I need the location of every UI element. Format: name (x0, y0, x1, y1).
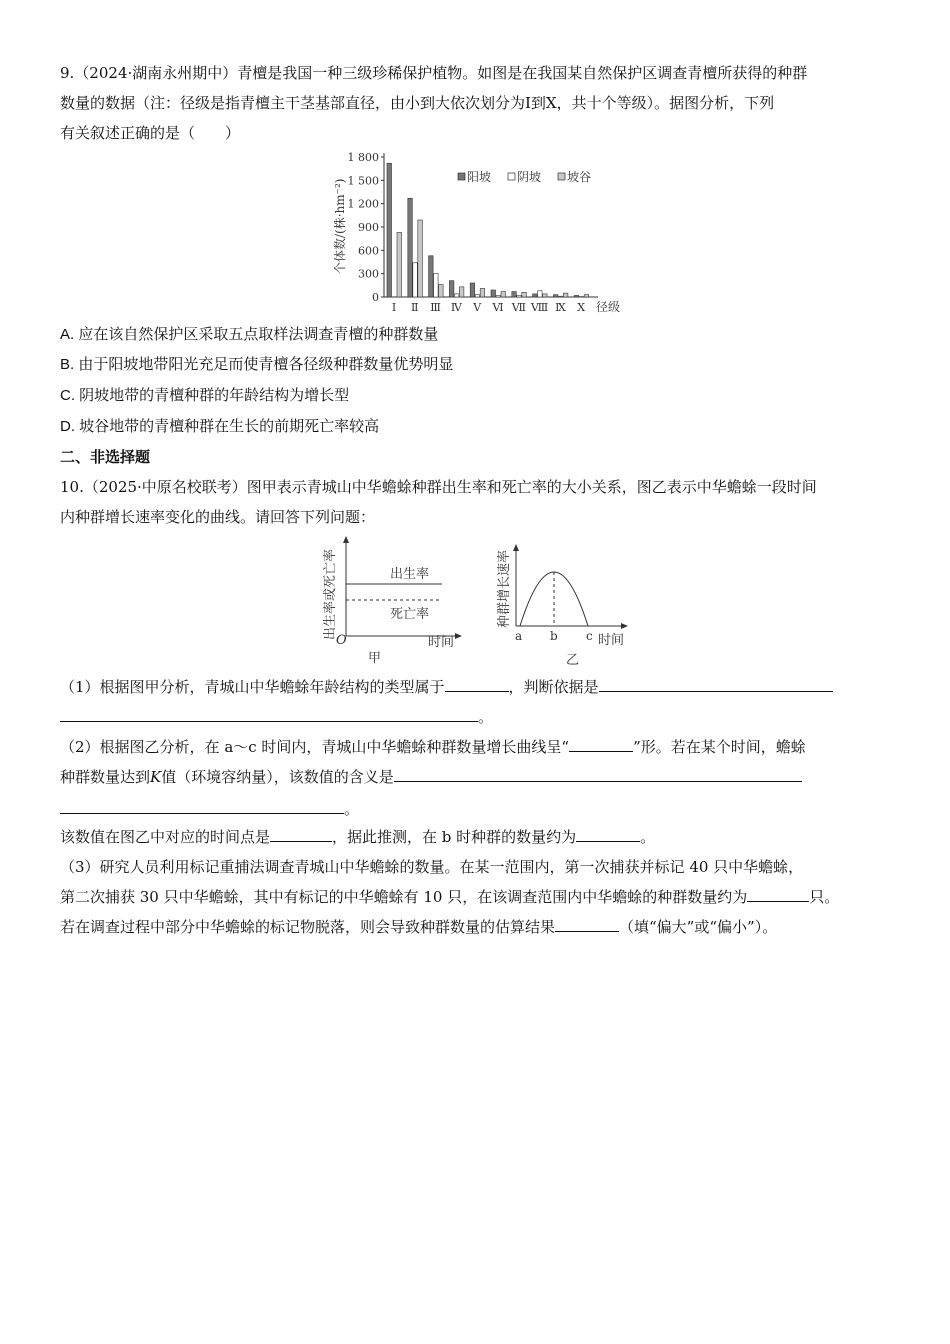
bar (418, 220, 423, 297)
q10-part3-line2 (60, 886, 839, 908)
q10-part3-line1: （3）研究人员利用标记重捕法调查青城山中华蟾蜍的数量。在某一范围内，第一次捕获并标记 40 只中华蟾蜍， (60, 858, 804, 876)
answer-blank-population[interactable] (747, 886, 809, 902)
bar (439, 285, 444, 297)
y-tick-label: 1 500 (347, 174, 379, 188)
answer-blank-time-point[interactable] (270, 826, 332, 842)
bar (387, 163, 392, 297)
x-tick-label: Ⅵ (492, 301, 504, 314)
q10-stem-line1: 10.（2025·中原名校联考）图甲表示青城山中华蟾蜍种群出生率和死亡率的大小关系，图乙表示中华蟾蜍一段时间 (60, 478, 817, 496)
y-axis-label: 个体数/(株·hm⁻²) (333, 178, 347, 274)
bar (538, 291, 543, 297)
q10-part3-cend: （填“偏大”或“偏小”）。 (619, 918, 778, 936)
bar (408, 198, 413, 297)
legend-swatch (508, 173, 515, 180)
jia-y-label: 出生率或死亡率 (323, 548, 338, 640)
bar (574, 295, 579, 297)
y-tick-label: 1 200 (347, 197, 379, 211)
bar (397, 232, 402, 297)
answer-blank-age-structure[interactable] (445, 676, 509, 692)
yi-x-label: 时间 (598, 633, 625, 648)
bar (480, 288, 485, 297)
q10-part2-text-b: ”形。若在某个时间，蟾蜍 (633, 738, 806, 756)
answer-blank-estimate-bias[interactable] (555, 916, 619, 932)
q10-part2-fend: 。 (640, 828, 656, 846)
jia-birth-label: 出生率 (390, 567, 430, 582)
q10-part2-text-e: 该数值在图乙中对应的时间点是 (60, 828, 271, 846)
q9-option-c: C. 阴坡地带的青檀种群的年龄结构为增长型 (60, 387, 350, 404)
bar (517, 295, 522, 297)
yi-y-arrow-icon (513, 544, 519, 551)
q10-part1-text-b: ，判断依据是 (508, 678, 599, 696)
x-tick-label: Ⅳ (450, 301, 462, 314)
q9-option-a: A. 应在该自然保护区采取五点取样法调查青檀的种群数量 (60, 326, 439, 343)
bar (434, 274, 439, 297)
jia-x-arrow-icon (455, 633, 462, 639)
jia-origin: O (336, 633, 347, 648)
bar (558, 296, 563, 297)
q10-part2-text-a: （2）根据图乙分析，在 a～c 时间内，青城山中华蟾蜍种群数量增长曲线呈“ (60, 738, 570, 756)
x-tick-label: Ⅲ (430, 301, 441, 314)
jia-x-label: 时间 (428, 635, 455, 650)
bar (413, 263, 418, 297)
q10-part1-text-a: （1）根据图甲分析，青城山中华蟾蜍年龄结构的类型属于 (60, 678, 445, 696)
bar (501, 292, 506, 297)
answer-blank-k-meaning-cont[interactable] (60, 798, 344, 814)
jia-y-arrow-icon (343, 536, 349, 543)
x-tick-label: Ⅴ (473, 301, 482, 314)
q10-part2-line1 (60, 736, 806, 758)
k-symbol: K (150, 768, 162, 786)
x-axis-label: 径级 (596, 300, 621, 314)
y-tick-label: 900 (358, 221, 379, 234)
yi-a-label: a (515, 629, 523, 643)
bar (459, 287, 464, 297)
q10-part2-end: 。 (344, 800, 360, 818)
x-tick-label: Ⅹ (577, 301, 586, 314)
figure-yi (492, 540, 642, 670)
bar (449, 281, 454, 297)
legend-label: 阳坡 (467, 170, 492, 184)
bar (429, 256, 434, 297)
q10-part1-end: 。 (478, 708, 494, 726)
bar (491, 290, 496, 297)
q10-part2-text-d: 值（环境容纳量），该数值的含义是 (161, 768, 394, 786)
q10-part2-line3 (60, 798, 359, 820)
x-tick-label: Ⅰ (391, 301, 397, 314)
q10-part2-line2 (60, 766, 802, 788)
y-tick-label: 600 (358, 244, 379, 258)
bar (496, 295, 501, 297)
x-tick-label: Ⅶ (511, 301, 526, 314)
figure-jia (318, 532, 468, 670)
q9-stem-line1: 9.（2024·湖南永州期中）青檀是我国一种三级珍稀保护植物。如图是在我国某自然保护区调查青檀所获得的种群 (60, 64, 808, 82)
legend-label: 阴坡 (517, 170, 542, 184)
answer-blank-basis-cont[interactable] (60, 706, 478, 722)
q9-option-b: B. 由于阳坡地带阳光充足而使青檀各径级种群数量优势明显 (60, 356, 454, 373)
yi-b-label: b (550, 629, 558, 643)
bar (475, 295, 480, 297)
bar (454, 294, 459, 297)
y-tick-label: 0 (372, 291, 379, 304)
bar (563, 293, 568, 297)
q10-stem-line2: 内种群增长速率变化的曲线。请回答下列问题： (60, 508, 376, 526)
q10-part3-text-b: 第二次捕获 30 只中华蟾蜍，其中有标记的中华蟾蜍有 10 只，在该调查范围内中华蟾蜍的种群数量约为 (60, 888, 748, 906)
jia-caption: 甲 (368, 651, 382, 666)
answer-blank-curve-shape[interactable] (569, 736, 633, 752)
yi-caption: 乙 (566, 653, 580, 668)
q10-part2-text-c: 种群数量达到 (60, 768, 151, 786)
yi-y-label: 种群增长速率 (497, 549, 512, 628)
yi-c-label: c (586, 629, 593, 643)
bar-chart (330, 148, 630, 320)
answer-blank-basis[interactable] (599, 676, 833, 692)
answer-blank-b-quantity[interactable] (576, 826, 640, 842)
x-tick-label: Ⅱ (411, 301, 419, 314)
bar (543, 294, 548, 297)
q10-part1 (60, 676, 833, 698)
answer-blank-k-meaning[interactable] (394, 766, 802, 782)
yi-x-arrow-icon (621, 623, 628, 629)
legend-label: 坡谷 (567, 170, 592, 184)
x-tick-label: Ⅸ (555, 301, 566, 314)
jia-death-label: 死亡率 (390, 607, 430, 622)
q10-part3-bend: 只。 (809, 888, 840, 906)
legend-swatch (458, 173, 465, 180)
bar (470, 283, 475, 297)
q10-part3-line3 (60, 916, 777, 938)
q10-part1-line2 (60, 706, 493, 728)
q10-part3-text-c: 若在调查过程中部分中华蟾蜍的标记物脱落，则会导致种群数量的估算结果 (60, 918, 556, 936)
y-tick-label: 300 (358, 267, 379, 281)
x-tick-label: Ⅷ (530, 301, 549, 314)
bar (584, 295, 589, 297)
section-heading: 二、非选择题 (60, 449, 151, 466)
q10-part2-line4 (60, 826, 655, 848)
legend-swatch (558, 173, 565, 180)
q10-part2-text-f: ，据此推测，在 b 时种群的数量约为 (332, 828, 577, 846)
q9-stem-line2: 数量的数据（注：径级是指青檀主干茎基部直径，由小到大依次划分为Ⅰ到Ⅹ，共十个等级）。据图分析，下列 (60, 94, 775, 112)
y-tick-label: 1 800 (347, 151, 379, 164)
bar (522, 292, 527, 297)
q9-option-d: D. 坡谷地带的青檀种群在生长的前期死亡率较高 (60, 418, 380, 435)
bar (533, 294, 538, 297)
bar (553, 295, 558, 297)
bar (512, 292, 517, 297)
q9-stem-line3: 有关叙述正确的是（ ） (60, 124, 241, 142)
